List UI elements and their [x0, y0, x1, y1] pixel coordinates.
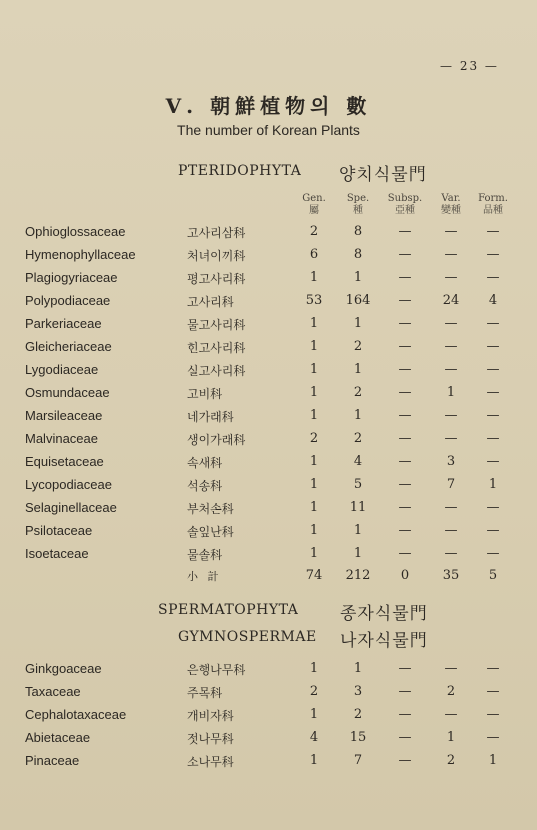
- subspecies-count: —: [398, 753, 412, 768]
- family-name: Gleicheriaceae: [25, 339, 112, 354]
- subspecies-count: —: [398, 316, 412, 331]
- section-pteridophyta-korean: 양치식물門: [339, 165, 427, 185]
- korean-name: 고비科: [187, 387, 223, 401]
- species-count: 5: [353, 477, 363, 492]
- genus-count: 1: [309, 707, 319, 722]
- korean-name: 주목科: [187, 686, 223, 700]
- subspecies-count: —: [398, 477, 412, 492]
- korean-name: 은행나무科: [187, 663, 246, 677]
- korean-name: 네가래科: [187, 410, 234, 424]
- family-name: Osmundaceae: [25, 385, 110, 400]
- subtotal-subspecies: 0: [400, 568, 410, 583]
- species-count: 2: [353, 339, 363, 354]
- variety-count: —: [444, 523, 458, 538]
- form-count: 1: [488, 477, 498, 492]
- variety-count: 1: [446, 730, 456, 745]
- species-count: 1: [353, 661, 363, 676]
- table-row: [0, 247, 537, 270]
- form-count: —: [486, 454, 500, 469]
- form-count: —: [486, 707, 500, 722]
- subspecies-count: —: [398, 385, 412, 400]
- table-row: [0, 454, 537, 477]
- genus-count: 1: [309, 316, 319, 331]
- korean-name: 물고사리科: [187, 318, 246, 332]
- table-row: [0, 316, 537, 339]
- species-count: 7: [353, 753, 363, 768]
- genus-count: 1: [309, 454, 319, 469]
- species-count: 11: [349, 500, 367, 515]
- subspecies-count: —: [398, 339, 412, 354]
- family-name: Marsileaceae: [25, 408, 103, 423]
- species-count: 8: [353, 224, 363, 239]
- variety-count: —: [444, 707, 458, 722]
- variety-count: —: [444, 339, 458, 354]
- subspecies-count: —: [398, 730, 412, 745]
- variety-count: 2: [446, 753, 456, 768]
- genus-count: 1: [309, 661, 319, 676]
- variety-count: 3: [446, 454, 456, 469]
- species-count: 1: [353, 546, 363, 561]
- genus-count: 1: [309, 339, 319, 354]
- table-row: [0, 408, 537, 431]
- form-count: —: [486, 247, 500, 262]
- genus-count: 53: [305, 293, 323, 308]
- table-row: [0, 753, 537, 776]
- species-count: 2: [353, 707, 363, 722]
- form-count: —: [486, 385, 500, 400]
- page-subtitle: The number of Korean Plants: [177, 122, 360, 138]
- form-count: —: [486, 684, 500, 699]
- subtotal-species: 212: [345, 568, 371, 583]
- section-pteridophyta-latin: PTERIDOPHYTA: [178, 163, 302, 179]
- korean-name: 힌고사리科: [187, 341, 246, 355]
- korean-name: 고사리삼科: [187, 226, 246, 240]
- subtotal-variety: 35: [442, 568, 460, 583]
- variety-count: —: [444, 408, 458, 423]
- family-name: Malvinaceae: [25, 431, 98, 446]
- form-count: —: [486, 730, 500, 745]
- genus-count: 1: [309, 408, 319, 423]
- species-count: 3: [353, 684, 363, 699]
- table-row: [0, 546, 537, 569]
- variety-count: —: [444, 247, 458, 262]
- family-name: Selaginellaceae: [25, 500, 117, 515]
- genus-count: 2: [309, 684, 319, 699]
- genus-count: 6: [309, 247, 319, 262]
- family-name: Ginkgoaceae: [25, 661, 102, 676]
- subspecies-count: —: [398, 408, 412, 423]
- subspecies-count: —: [398, 454, 412, 469]
- subspecies-count: —: [398, 500, 412, 515]
- family-name: Psilotaceae: [25, 523, 93, 538]
- korean-name: 실고사리科: [187, 364, 246, 378]
- subspecies-count: —: [398, 293, 412, 308]
- page-number: — 23 —: [440, 59, 499, 73]
- form-count: 1: [488, 753, 498, 768]
- subtotal-row: [0, 568, 537, 591]
- table-row: [0, 339, 537, 362]
- table-row: [0, 362, 537, 385]
- korean-name: 고사리科: [187, 295, 234, 309]
- variety-count: 1: [446, 385, 456, 400]
- table-row: [0, 730, 537, 753]
- form-count: —: [486, 546, 500, 561]
- family-name: Hymenophyllaceae: [25, 247, 136, 262]
- korean-name: 석송科: [187, 479, 223, 493]
- subspecies-count: —: [398, 546, 412, 561]
- section-gymnospermae-korean: 나자식물門: [340, 631, 428, 651]
- subspecies-count: —: [398, 707, 412, 722]
- subspecies-count: —: [398, 224, 412, 239]
- subspecies-count: —: [398, 362, 412, 377]
- page-title: Ⅴ. 朝鮮植物의 數: [165, 94, 372, 118]
- genus-count: 1: [309, 362, 319, 377]
- species-count: 1: [353, 408, 363, 423]
- species-count: 8: [353, 247, 363, 262]
- genus-count: 2: [309, 431, 319, 446]
- genus-count: 2: [309, 224, 319, 239]
- species-count: 1: [353, 362, 363, 377]
- variety-count: —: [444, 500, 458, 515]
- subspecies-count: —: [398, 431, 412, 446]
- korean-name: 처녀이끼科: [187, 249, 246, 263]
- species-count: 2: [353, 385, 363, 400]
- genus-count: 1: [309, 753, 319, 768]
- genus-count: 1: [309, 500, 319, 515]
- genus-count: 1: [309, 546, 319, 561]
- species-count: 4: [353, 454, 363, 469]
- column-header-form: Form. 品種: [478, 193, 508, 216]
- genus-count: 1: [309, 523, 319, 538]
- form-count: —: [486, 270, 500, 285]
- section-spermatophyta-korean: 종자식물門: [340, 604, 428, 624]
- species-count: 2: [353, 431, 363, 446]
- table-row: [0, 684, 537, 707]
- column-header-subspecies: Subsp. 亞種: [387, 193, 423, 216]
- family-name: Cephalotaxaceae: [25, 707, 127, 722]
- family-name: Polypodiaceae: [25, 293, 111, 308]
- subtotal-genus: 74: [305, 568, 323, 583]
- genus-count: 1: [309, 477, 319, 492]
- form-count: —: [486, 339, 500, 354]
- species-count: 1: [353, 523, 363, 538]
- species-count: 1: [353, 270, 363, 285]
- section-gymnospermae-latin: GYMNOSPERMAE: [178, 629, 317, 645]
- variety-count: —: [444, 362, 458, 377]
- subtotal-form: 5: [488, 568, 498, 583]
- form-count: —: [486, 431, 500, 446]
- table-row: [0, 385, 537, 408]
- form-count: —: [486, 224, 500, 239]
- form-count: —: [486, 500, 500, 515]
- column-header-genus: Gen. 屬: [302, 193, 326, 216]
- family-name: Equisetaceae: [25, 454, 104, 469]
- subspecies-count: —: [398, 270, 412, 285]
- section-spermatophyta-latin: SPERMATOPHYTA: [158, 602, 299, 618]
- variety-count: 7: [446, 477, 456, 492]
- table-row: [0, 431, 537, 454]
- korean-name: 물솔科: [187, 548, 223, 562]
- korean-name: 평고사리科: [187, 272, 246, 286]
- variety-count: 2: [446, 684, 456, 699]
- subtotal-label: 小 計: [187, 570, 222, 583]
- subspecies-count: —: [398, 523, 412, 538]
- table-row: [0, 477, 537, 500]
- genus-count: 4: [309, 730, 319, 745]
- form-count: —: [486, 661, 500, 676]
- subspecies-count: —: [398, 684, 412, 699]
- form-count: 4: [488, 293, 498, 308]
- variety-count: 24: [442, 293, 460, 308]
- korean-name: 개비자科: [187, 709, 234, 723]
- variety-count: —: [444, 316, 458, 331]
- korean-name: 솔잎난科: [187, 525, 234, 539]
- variety-count: —: [444, 270, 458, 285]
- column-header-species: Spe. 種: [346, 193, 370, 216]
- table-row: [0, 523, 537, 546]
- family-name: Isoetaceae: [25, 546, 89, 561]
- column-header-variety: Var. 變種: [441, 193, 461, 216]
- subspecies-count: —: [398, 247, 412, 262]
- variety-count: —: [444, 224, 458, 239]
- korean-name: 부처손科: [187, 502, 234, 516]
- variety-count: —: [444, 431, 458, 446]
- table-row: [0, 224, 537, 247]
- family-name: Lygodiaceae: [25, 362, 99, 377]
- table-row: [0, 293, 537, 316]
- family-name: Ophioglossaceae: [25, 224, 126, 239]
- family-name: Pinaceae: [25, 753, 80, 768]
- form-count: —: [486, 316, 500, 331]
- species-count: 164: [345, 293, 371, 308]
- family-name: Plagiogyriaceae: [25, 270, 118, 285]
- family-name: Abietaceae: [25, 730, 91, 745]
- table-row: [0, 270, 537, 293]
- korean-name: 소나무科: [187, 755, 234, 769]
- table-row: [0, 661, 537, 684]
- korean-name: 속새科: [187, 456, 223, 470]
- variety-count: —: [444, 546, 458, 561]
- genus-count: 1: [309, 270, 319, 285]
- family-name: Taxaceae: [25, 684, 81, 699]
- form-count: —: [486, 523, 500, 538]
- form-count: —: [486, 362, 500, 377]
- species-count: 1: [353, 316, 363, 331]
- korean-name: 젓나무科: [187, 732, 234, 746]
- variety-count: —: [444, 661, 458, 676]
- table-row: [0, 500, 537, 523]
- family-name: Parkeriaceae: [25, 316, 102, 331]
- form-count: —: [486, 408, 500, 423]
- genus-count: 1: [309, 385, 319, 400]
- korean-name: 생이가래科: [187, 433, 246, 447]
- table-row: [0, 707, 537, 730]
- subspecies-count: —: [398, 661, 412, 676]
- species-count: 15: [349, 730, 367, 745]
- family-name: Lycopodiaceae: [25, 477, 112, 492]
